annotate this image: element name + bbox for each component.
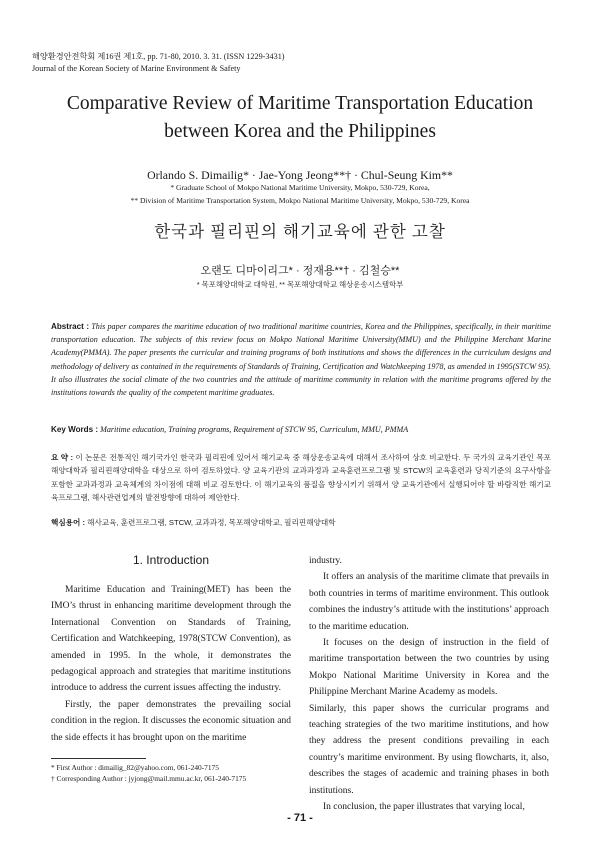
journal-header	[32, 51, 285, 75]
korean-author-list: 오랜도 디마이리그* · 정재용**† · 김철승**	[200, 265, 400, 277]
paragraph: It focuses on the design of instruction in the field of maritime transportation between the two countries by using Mokpo National Maritime University in Korea and the Philippine Merchant Marine Academy as models.	[309, 638, 549, 698]
journal-header-line1: 해양환경안전학회 제16권 제1호, pp. 71-80, 2010. 3. 31. (ISSN 1229-3431)	[32, 52, 285, 61]
section-heading-introduction: 1. Introduction	[132, 553, 210, 567]
korean-keywords-label: 핵심용어 :	[51, 518, 85, 527]
paragraph: Similarly, this paper shows the curricular programs and teaching strategies of the two maritime institutions, and how they address the present conditions prevailing in each country’s maritime environment. By using flowcharts, it, also, describes the stages of academic and training phases in both institutions.	[309, 703, 549, 796]
paragraph: Maritime Education and Training(MET) has been the IMO’s thrust in enhancing maritime development through the International Convention on Standards of Training, Certification and Watchkeeping, 1978(STCW Convention), as amended in 1995. In the whole, it demonstrates the pedagogical approach and strategies that maritime institutions introduce to address the current issues affecting the industry.	[51, 585, 291, 694]
paragraph: Firstly, the paper demonstrates the prevailing social condition in the region. It discusses the economic situation and the side effects it has brought upon on the maritime	[51, 699, 291, 743]
author-list: Orlando S. Dimailig* · Jae-Yong Jeong**† · Chul-Seung Kim**	[147, 168, 453, 182]
keywords-label: Key Words :	[51, 425, 99, 434]
footnote-first-author: * First Author : dimailig_82@yahoo.com, 061-240-7175	[51, 763, 219, 772]
korean-title: 한국과 필리핀의 해기교육에 관한 고찰	[154, 222, 446, 241]
right-column	[309, 553, 549, 816]
footnote-divider	[51, 758, 146, 759]
paragraph: It offers an analysis of the maritime climate that prevails in both countries in terms of maritime environment. This outlook combines the industry’s attitude with the institutions’ approach to the maritime education.	[309, 572, 549, 632]
paper-title	[0, 90, 600, 146]
korean-affiliations: * 목포해양대학교 대학원, ** 목포해양대학교 해상운송시스템학부	[196, 280, 404, 289]
left-column	[51, 582, 291, 746]
affiliation-line1: * Graduate School of Mokpo National Maritime University, Mokpo, 530-729, Korea,	[170, 183, 430, 192]
keywords-text: Maritime education, Training programs, Requirement of STCW 95, Curriculum, MMU, PMMA	[100, 425, 409, 434]
korean-keywords-text: 해사교육, 훈련프로그램, STCW, 교과과정, 목포해양대학교, 필리핀해양대학	[87, 518, 336, 527]
abstract-text: This paper compares the maritime education of two traditional maritime countries, Korea and the Philippines, specifically, in their maritime transportation education. The subjects of this review focus on Mokpo National Maritime University(MMU) and the Philippine Merchant Marine Academy(PMMA). The paper presents the curricular and training programs of both institutions and shows the differences in the curriculum designs and methodology of delivery as contained in the requirements of Standards of Training, Certification and Watchkeeping 1978, as amended in 1995(STCW 95). It also illustrates the social climate of the two countries and the attitude of maritime community in relation with the maritime programs offered by the institutions towards the quality of the competent maritime graduates.	[51, 322, 551, 398]
affiliations	[0, 181, 600, 207]
paper-title-line1: Comparative Review of Maritime Transportation Education	[66, 93, 534, 114]
footnotes	[51, 762, 246, 784]
footnote-corresponding-author: † Corresponding Author : jyjong@mail.mmu.ac.kr, 061-240-7175	[51, 774, 247, 783]
korean-abstract-label: 요 약 :	[51, 453, 73, 462]
journal-header-line2: Journal of the Korean Society of Marine Environment & Safety	[32, 64, 241, 73]
affiliation-line2: ** Division of Maritime Transportation System, Mokpo National Maritime University, Mokpo, 530-729, Korea	[130, 196, 470, 205]
korean-keywords	[51, 517, 551, 528]
abstract-label: Abstract :	[51, 322, 90, 331]
korean-abstract	[51, 451, 551, 505]
keywords	[51, 424, 551, 436]
paragraph: industry.	[309, 556, 342, 566]
page-number: - 71 -	[287, 812, 313, 824]
abstract	[51, 320, 551, 399]
korean-abstract-text: 이 논문은 전통적인 해기국가인 한국과 필리핀에 있어서 해기교육 중 해상운송교육에 대해서 조사하여 상호 비교한다. 두 국가의 교육기관인 목포해양대학과 필리핀해양대학을 대상으로 하여 검토하였다. 양 교육기관의 교과과정과 교육훈련프로그램 및 STCW의 교육훈련과 당직기준의 요구사항을 포함한 교과과정과 교육체계의 차이점에 대해 비교 검토한다. 이 해기교육의 품질을 향상시키기 위해서 양 교육기관에서 실행되어야 할 바람직한 해기교육프로그램, 해사관련업계의 발전방향에 대하여 제안한다.	[51, 453, 551, 503]
paper-title-line2: between Korea and the Philippines	[164, 121, 436, 142]
paragraph: In conclusion, the paper illustrates that varying local,	[323, 802, 525, 813]
